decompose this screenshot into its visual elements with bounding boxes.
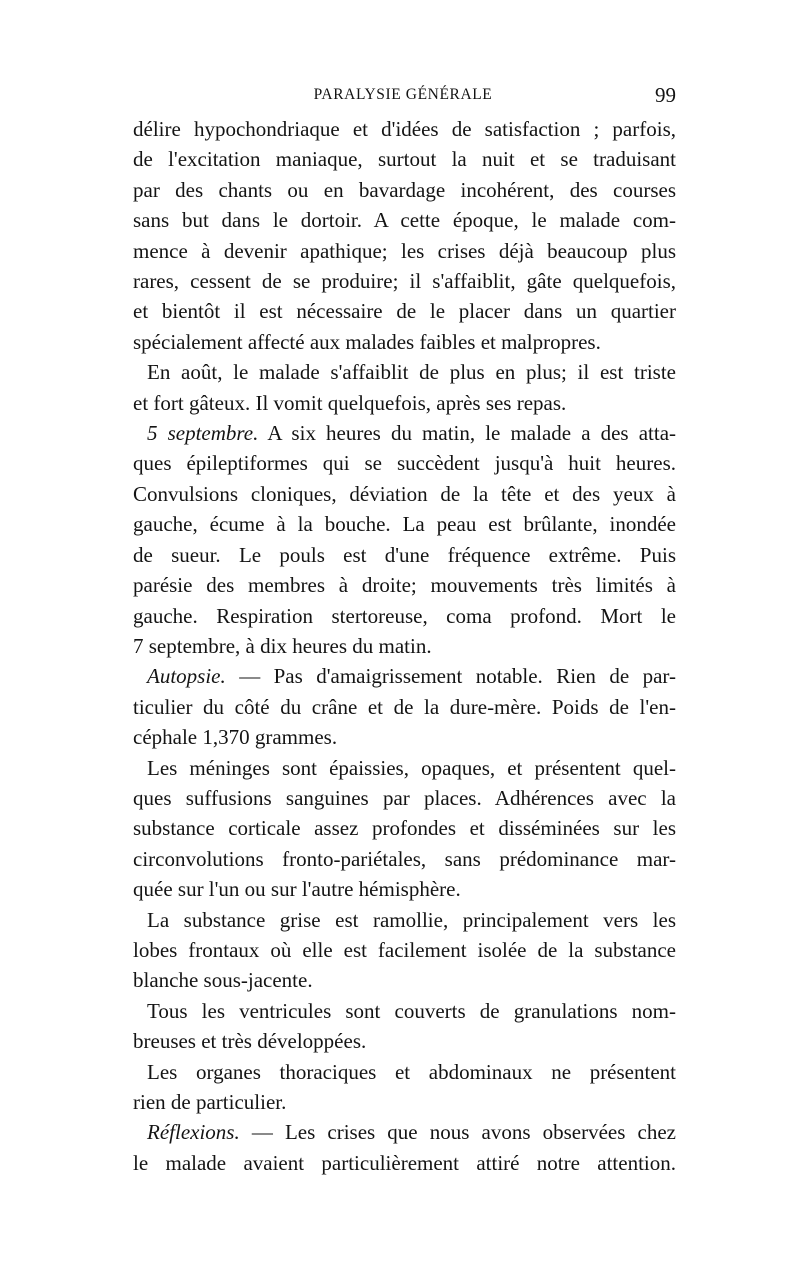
page-header (130, 83, 676, 112)
text-line (133, 418, 676, 448)
text-line: et fort gâteux. Il vomit quelquefois, après ses repas. (133, 390, 567, 415)
text-line: Tous les ventricules sont couverts de granulations nom- (147, 998, 676, 1023)
line-rest: A six heures du matin, le malade a des atta- (258, 421, 677, 446)
text-line: gauche. Respiration stertoreuse, coma profond. Mort le (133, 603, 676, 628)
text-line: sans but dans le dortoir. A cette époque, le malade com- (133, 208, 676, 233)
text-line: et bientôt il est nécessaire de le placer dans un quartier (133, 299, 676, 324)
italic-lead: 5 septembre. (147, 421, 259, 446)
text-line: le malade avaient particulièrement attiré notre attention. (133, 1150, 676, 1175)
text-line: par des chants ou en bavardage incohérent, des courses (133, 177, 676, 202)
text-line: quée sur l'un ou sur l'autre hémisphère. (133, 877, 461, 902)
text-line: ticulier du côté du crâne et de la dure-mère. Poids de l'en- (133, 694, 676, 719)
text-line (133, 661, 676, 691)
text-line: mence à devenir apathique; les crises déjà beaucoup plus (133, 238, 676, 263)
running-title: PARALYSIE GÉNÉRALE (313, 86, 493, 103)
text-line: blanche sous-jacente. (133, 968, 313, 993)
text-line: lobes frontaux où elle est facilement isolée de la substance (133, 937, 676, 962)
text-line: Convulsions cloniques, déviation de la tête et des yeux à (133, 481, 676, 506)
text-line: breuses et très développées. (133, 1029, 367, 1054)
text-line: ques suffusions sanguines par places. Adhérences avec la (133, 785, 676, 810)
text-line: spécialement affecté aux malades faibles et malpropres. (133, 329, 601, 354)
text-line (133, 1117, 676, 1147)
text-line: gauche, écume à la bouche. La peau est brûlante, inondée (133, 512, 676, 537)
text-line: de l'excitation maniaque, surtout la nuit et se traduisant (133, 147, 676, 172)
text-line: de sueur. Le pouls est d'une fréquence extrême. Puis (133, 542, 676, 567)
page-number: 99 (655, 83, 676, 107)
text-line: délire hypochondriaque et d'idées de satisfaction ; parfois, (133, 117, 676, 141)
line-rest: — Les crises que nous avons observées chez (239, 1120, 676, 1145)
text-line: La substance grise est ramollie, principalement vers les (147, 907, 676, 932)
text-line: circonvolutions fronto-pariétales, sans prédominance mar- (133, 846, 676, 871)
text-line: substance corticale assez profondes et disséminées sur les (133, 816, 676, 841)
body-text (133, 114, 676, 1178)
text-line: 7 septembre, à dix heures du matin. (133, 633, 432, 658)
text-line: rares, cessent de se produire; il s'affaiblit, gâte quelquefois, (133, 269, 676, 294)
text-line: parésie des membres à droite; mouvements très limités à (133, 573, 676, 598)
italic-lead: Autopsie. (147, 664, 226, 689)
text-line: Les organes thoraciques et abdominaux ne présentent (147, 1059, 676, 1084)
italic-lead: Réflexions. (147, 1120, 240, 1145)
text-line: céphale 1,370 grammes. (133, 725, 338, 750)
text-line: Les méninges sont épaissies, opaques, et présentent quel- (147, 755, 676, 780)
text-line: ques épileptiformes qui se succèdent jusqu'à huit heures. (133, 451, 676, 476)
text-line: rien de particulier. (133, 1090, 287, 1114)
line-rest: — Pas d'amaigrissement notable. Rien de par- (225, 664, 676, 689)
text-line: En août, le malade s'affaiblit de plus en plus; il est triste (147, 360, 676, 385)
